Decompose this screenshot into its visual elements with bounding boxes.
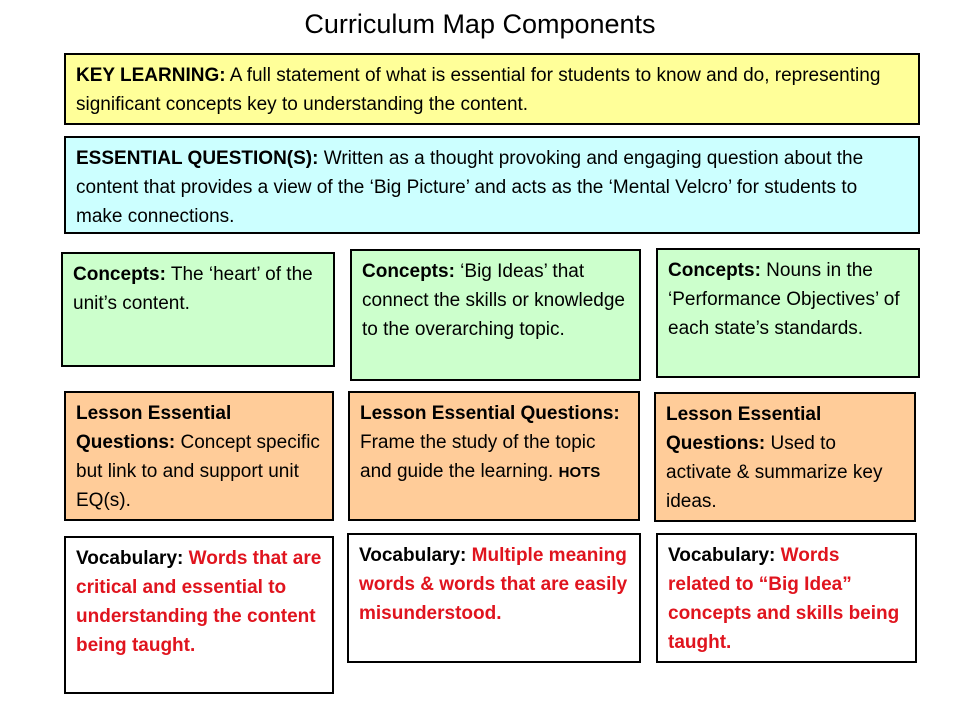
essential-questions-text: Written as a thought provoking and engaging question about the content that provides a view of the ‘Big Picture’ and acts as the ‘Mental Velcro’ for students to make connections.	[76, 148, 864, 227]
concepts-box-3	[656, 248, 920, 378]
lesson-questions-text: Frame the study of the topic and guide the learning.	[360, 432, 596, 482]
lesson-questions-box-2	[348, 391, 640, 521]
vocabulary-text: Words related to “Big Idea” concepts and skills being taught.	[668, 545, 900, 653]
lesson-questions-text: Used to activate & summarize key ideas.	[666, 433, 883, 512]
lesson-questions-label: Lesson Essential Questions:	[76, 403, 232, 453]
concepts-label: Concepts:	[668, 260, 761, 281]
key-learning-label: KEY LEARNING:	[76, 65, 226, 86]
concepts-text: Nouns in the ‘Performance Objectives’ of each state’s standards.	[668, 260, 900, 339]
lesson-questions-box-1	[64, 391, 334, 521]
concepts-text: ‘Big Ideas’ that connect the skills or knowledge to the overarching topic.	[362, 261, 625, 340]
lesson-questions-box-3	[654, 392, 916, 522]
lesson-questions-text: Concept specific but link to and support unit EQ(s).	[76, 432, 320, 511]
vocabulary-label: Vocabulary:	[76, 548, 184, 569]
concepts-box-1	[61, 252, 335, 367]
lesson-questions-label: Lesson Essential Questions:	[360, 403, 620, 424]
concepts-text: The ‘heart’ of the unit’s content.	[73, 264, 313, 314]
essential-questions-box	[64, 136, 920, 234]
vocabulary-text: Multiple meaning words & words that are easily misunderstood.	[359, 545, 628, 624]
key-learning-box	[64, 53, 920, 125]
key-learning-text: A full statement of what is essential for students to know and do, representing significant concepts key to understanding the content.	[76, 65, 881, 115]
vocabulary-label: Vocabulary:	[668, 545, 776, 566]
concepts-label: Concepts:	[362, 261, 455, 282]
page-title: Curriculum Map Components	[304, 9, 656, 39]
vocabulary-label: Vocabulary:	[359, 545, 467, 566]
vocabulary-box-1	[64, 536, 334, 694]
concepts-label: Concepts:	[73, 264, 166, 285]
vocabulary-box-2	[347, 533, 641, 663]
lesson-questions-label: Lesson Essential Questions:	[666, 404, 822, 454]
vocabulary-text: Words that are critical and essential to understanding the content being taught.	[76, 548, 322, 656]
concepts-box-2	[350, 249, 641, 381]
vocabulary-box-3	[656, 533, 917, 663]
essential-questions-label: ESSENTIAL QUESTION(S):	[76, 148, 319, 169]
hots-tag: HOTS	[558, 464, 601, 481]
